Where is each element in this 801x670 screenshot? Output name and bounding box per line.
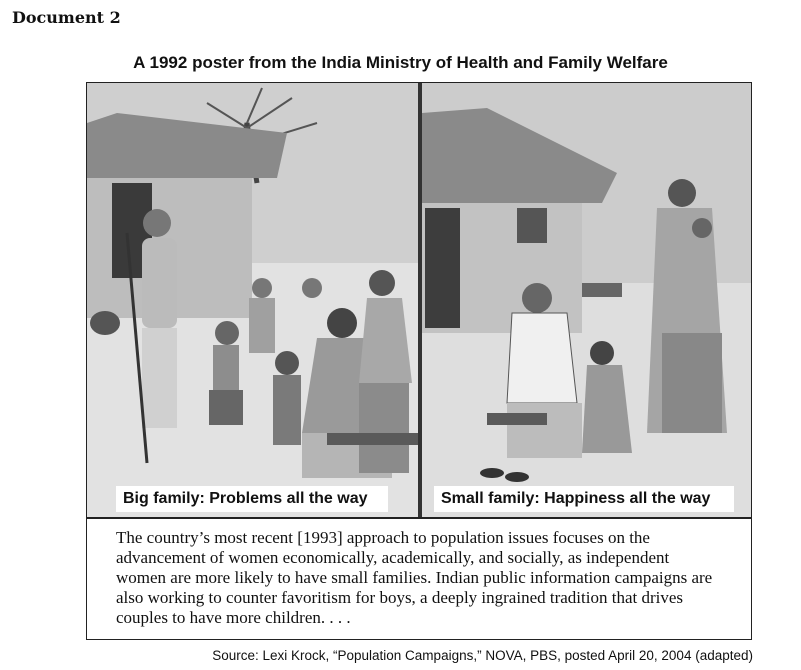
poster-title: A 1992 poster from the India Ministry of Health and Family Welfare bbox=[133, 53, 668, 72]
document-label: Document 2 bbox=[12, 8, 121, 27]
right-panel-illustration bbox=[422, 83, 751, 517]
source-citation: Source: Lexi Krock, “Population Campaigns,” NOVA, PBS, posted April 20, 2004 (adapted) bbox=[212, 648, 753, 663]
excerpt-text: The country’s most recent [1993] approach to population issues focuses on the advancement of women economically, academically, and socially, as independent women are more likely to have small families. Indian public information campaigns are also working to counter favoritism for boys, a deeply ingrained tradition that drives couples to have more children. . . . bbox=[116, 528, 713, 627]
poster-image bbox=[86, 82, 752, 518]
left-panel-illustration bbox=[87, 83, 420, 517]
excerpt-box bbox=[86, 518, 752, 640]
right-caption: Small family: Happiness all the way bbox=[434, 486, 734, 512]
left-caption: Big family: Problems all the way bbox=[116, 486, 388, 512]
